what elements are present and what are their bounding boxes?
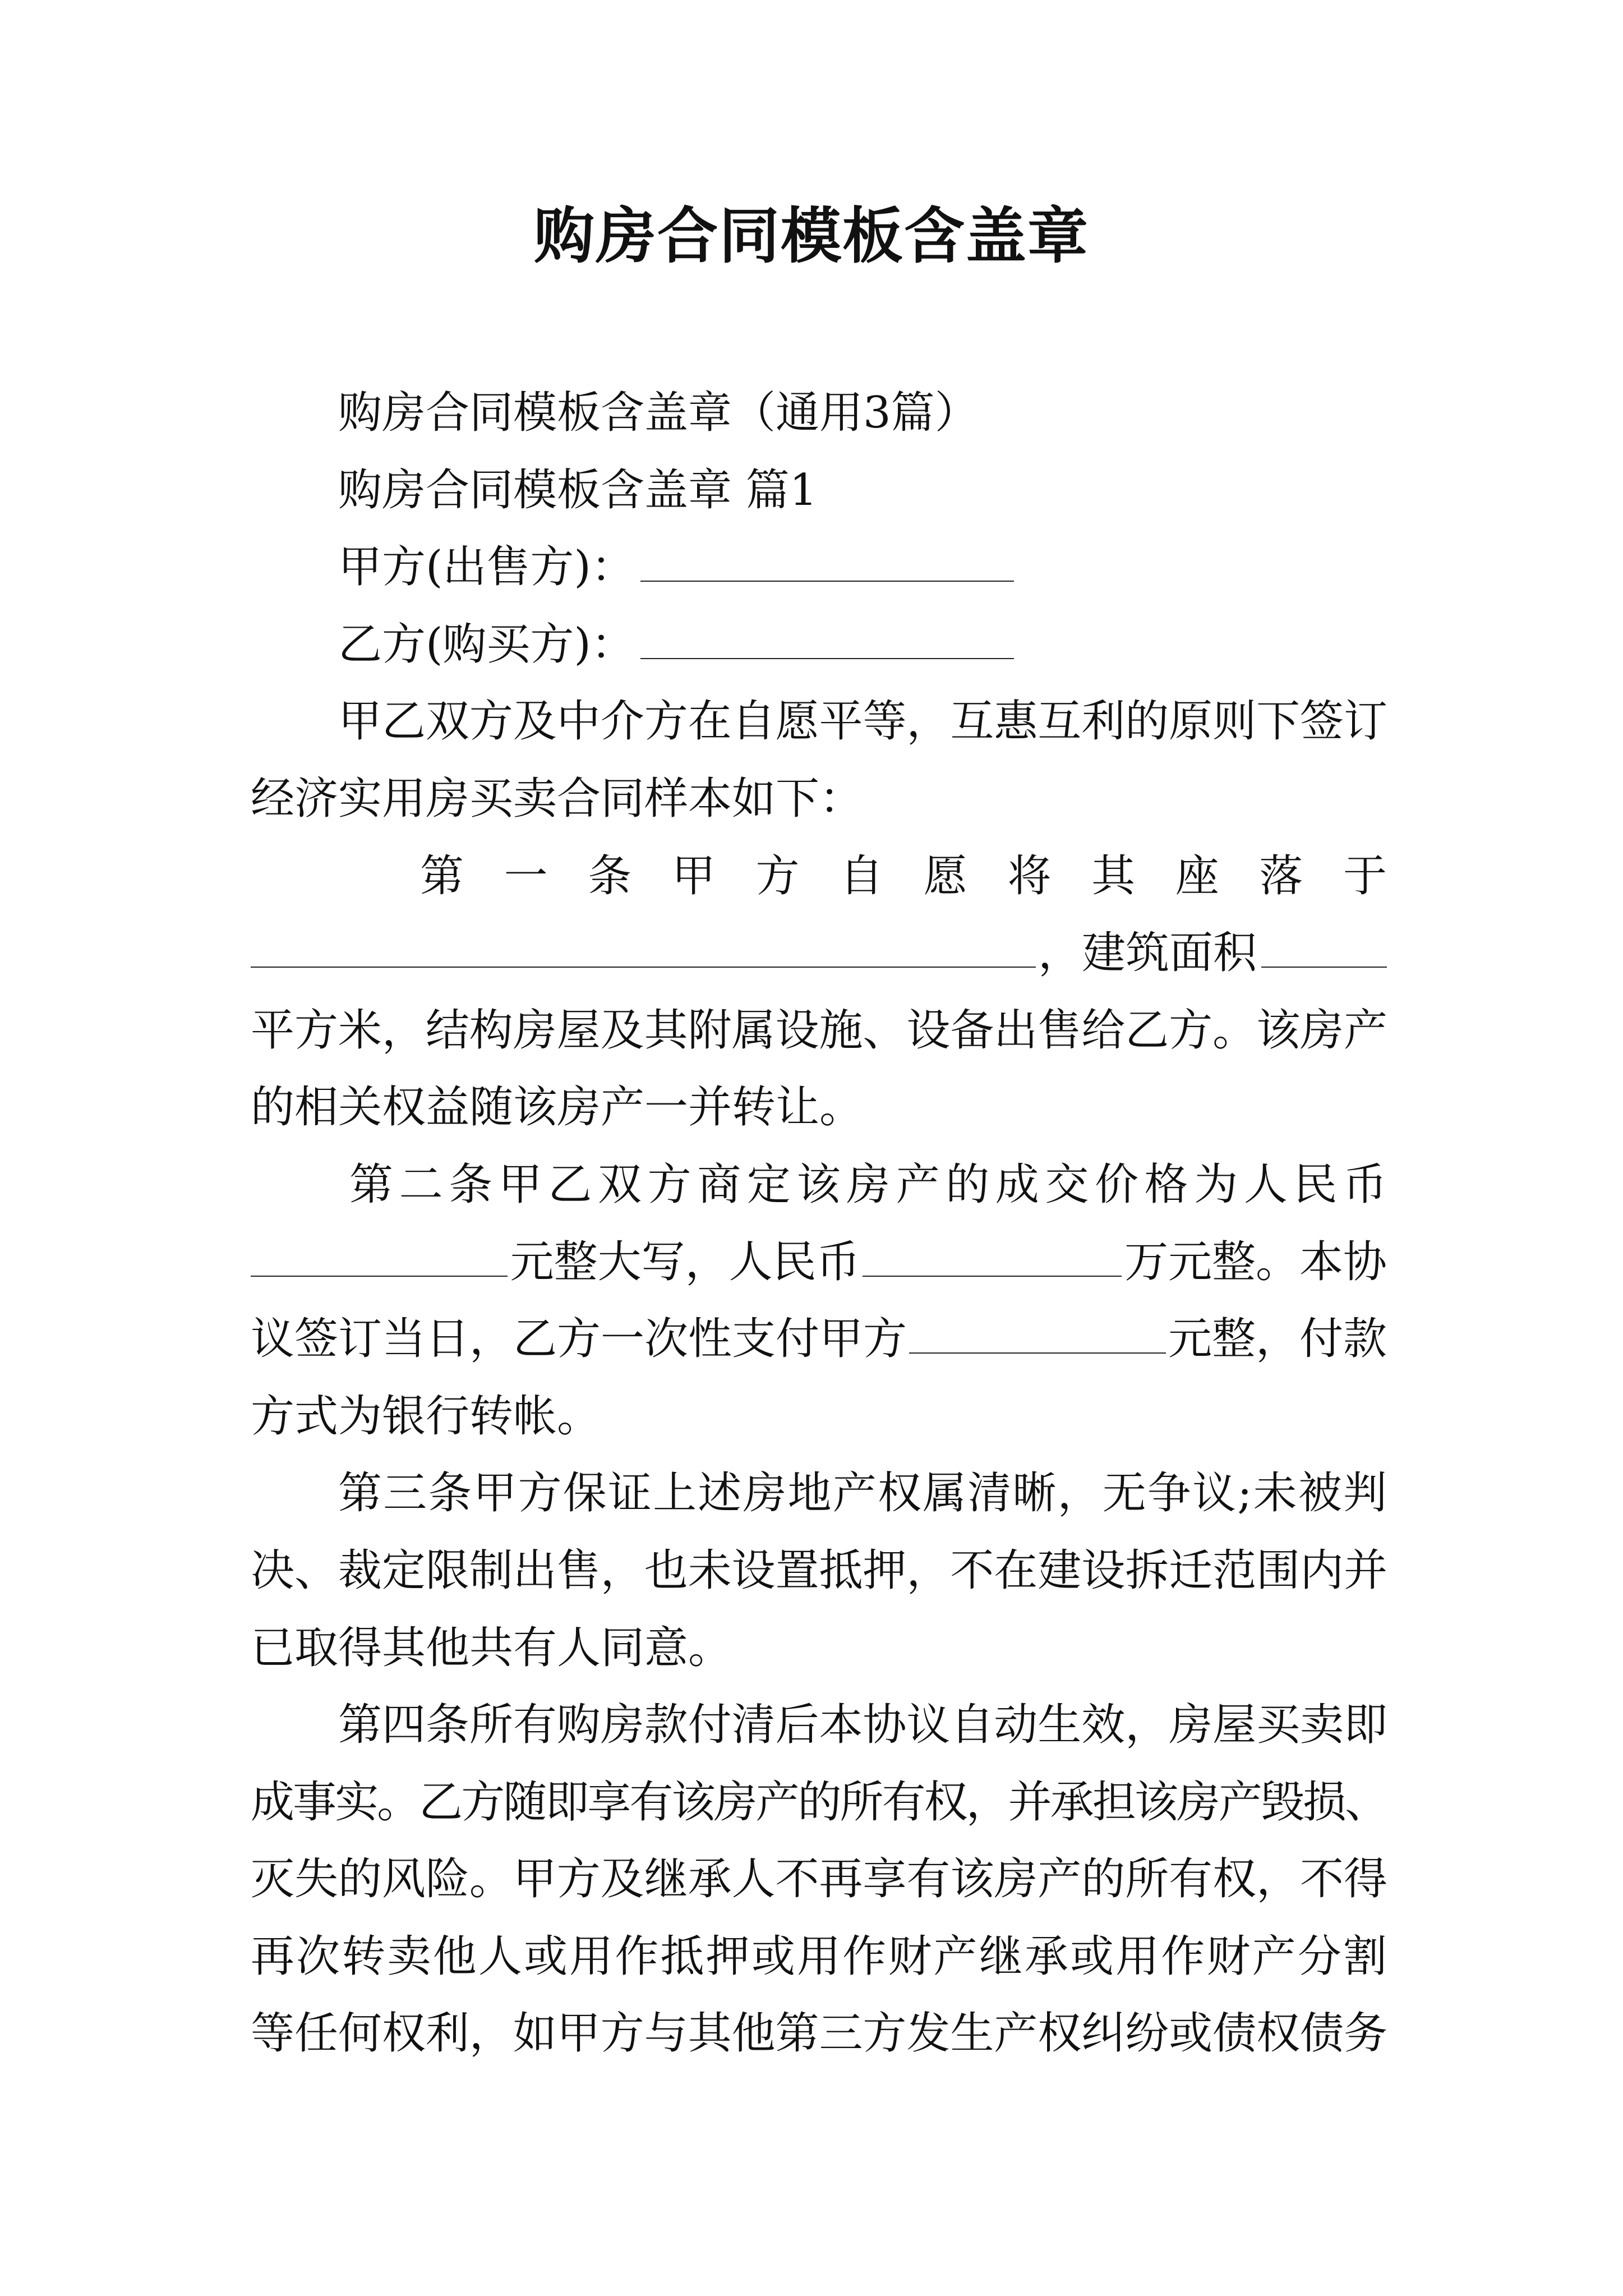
party-a-blank <box>640 547 1014 582</box>
payment-blank <box>909 1319 1166 1354</box>
party-a-line <box>251 529 1387 606</box>
document-body <box>251 375 1387 2073</box>
article2-segment: 元整，付款 <box>1168 1314 1387 1365</box>
article3-line: 已取得其他共有人同意。 <box>251 1622 732 1673</box>
article1-line: 的相关权益随该房产一并转让。 <box>251 1082 864 1133</box>
article2-price-line <box>251 1224 1387 1301</box>
price-words-blank <box>863 1242 1122 1277</box>
article2-segment: 万元整。本协 <box>1124 1236 1387 1287</box>
address-blank <box>251 933 1036 968</box>
article2-line: 第二条甲乙双方商定该房产的成交价格为人民币 <box>349 1159 1387 1210</box>
article4-line: 灭失的风险。甲方及继承人不再享有该房产的所有权，不得 <box>251 1854 1387 1905</box>
article1-line: 第一条甲方自愿将其座落于 <box>420 850 1387 901</box>
article4-line: 第四条所有购房款付清后本协议自动生效，房屋买卖即 <box>338 1700 1387 1751</box>
price-blank <box>251 1242 508 1277</box>
article3-line: 决、裁定限制出售，也未设置抵押，不在建设拆迁范围内并 <box>251 1545 1387 1596</box>
article3-line: 第三条甲方保证上述房地产权属清晰，无争议;未被判 <box>338 1468 1387 1519</box>
article4-line: 等任何权利，如甲方与其他第三方发生产权纠纷或债权债务 <box>251 2008 1387 2059</box>
article2-segment: 议签订当日，乙方一次性支付甲方 <box>251 1314 907 1365</box>
article1-address-line <box>251 915 1387 992</box>
party-b-label: 乙方(购买方)： <box>338 619 635 670</box>
article2-line: 方式为银行转帐。 <box>251 1391 601 1442</box>
document-title: 购房合同模板含盖章 <box>533 201 1089 272</box>
article4-line: 成事实。乙方随即享有该房产的所有权，并承担该房产毁损、 <box>251 1777 1387 1828</box>
section-title: 购房合同模板含盖章 篇1 <box>338 464 818 516</box>
area-blank <box>1261 933 1387 968</box>
document-heading: 购房合同模板含盖章（通用3篇） <box>338 388 979 438</box>
party-b-line <box>251 606 1387 684</box>
article2-segment: 元整大写，人民币 <box>510 1236 860 1287</box>
intro-line: 经济实用房买卖合同样本如下： <box>251 773 864 824</box>
article2-payment-line <box>251 1301 1387 1378</box>
article1-area-label: ，建筑面积 <box>1038 928 1257 979</box>
article4-line: 再次转卖他人或用作抵押或用作财产继承或用作财产分割 <box>251 1931 1387 1982</box>
party-b-blank <box>640 624 1014 659</box>
party-a-label: 甲方(出售方)： <box>338 542 635 593</box>
intro-line: 甲乙双方及中介方在自愿平等，互惠互利的原则下签订 <box>338 696 1387 747</box>
article1-line: 平方米，结构房屋及其附属设施、设备出售给乙方。该房产 <box>251 1005 1387 1056</box>
